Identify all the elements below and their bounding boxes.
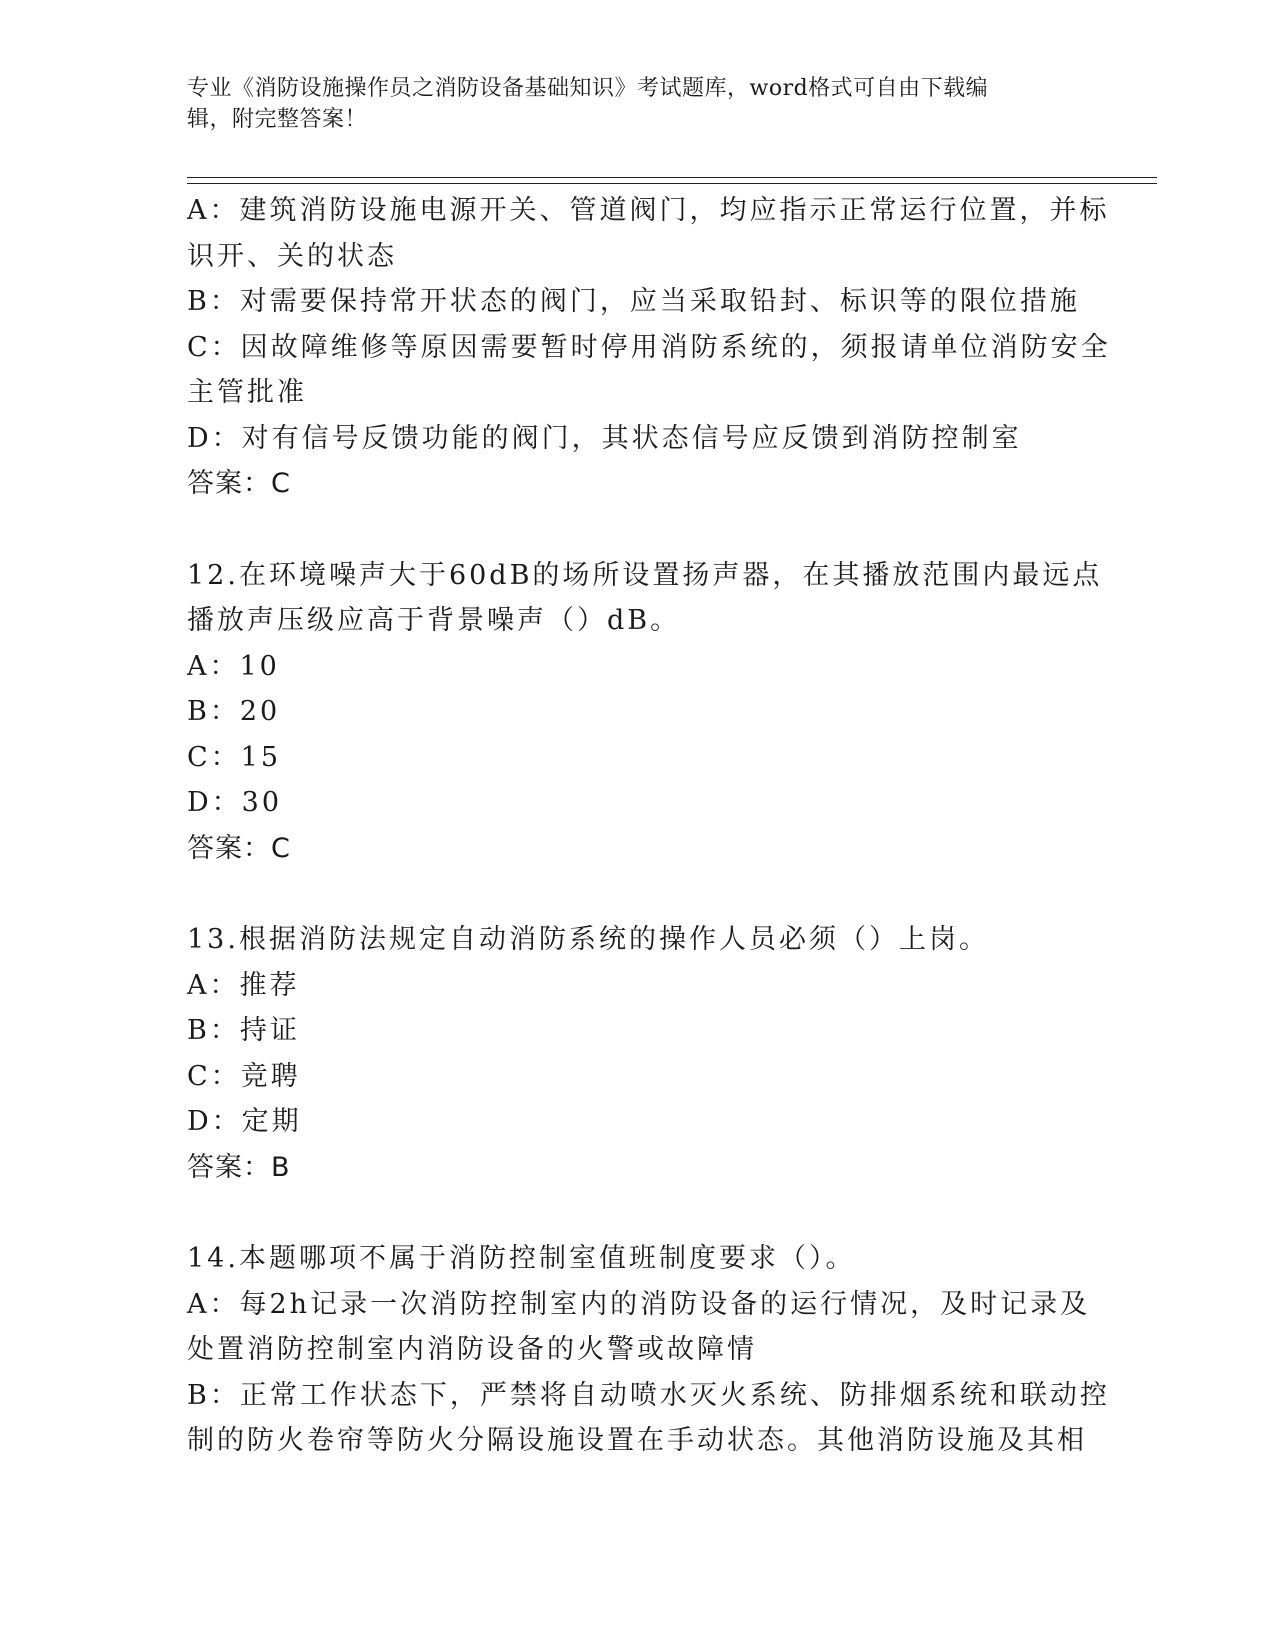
q14-option-b-line-2: 制的防火卷帘等防火分隔设施设置在手动状态。其他消防设施及其相: [187, 1425, 1087, 1456]
question-spacer: [187, 507, 1077, 553]
q12-option-b: B：20: [187, 696, 281, 727]
q11-option-c-line-1: C：因故障维修等原因需要暂时停用消防系统的，须报请单位消防安全: [187, 331, 1111, 363]
q12-stem-line-1: 12.在环境噪声大于60dB的场所设置扬声器，在其播放范围内最远点: [187, 559, 1103, 591]
question-content: [187, 188, 1111, 1464]
q11-option-a-line-2: 识开、关的状态: [187, 240, 397, 272]
header-divider-top: [187, 177, 1157, 178]
q13-answer: 答案：B: [187, 1151, 291, 1183]
q12-stem-line-2: 播放声压级应高于背景噪声（）dB。: [187, 605, 681, 636]
header-line-1: 专业《消防设施操作员之消防设备基础知识》考试题库，word格式可自由下载编: [187, 76, 989, 101]
question-13: [187, 917, 1077, 1190]
q13-stem: 13.根据消防法规定自动消防系统的操作人员必须（）上岗。: [187, 924, 989, 955]
q13-option-b: B：持证: [187, 1015, 300, 1046]
header-line-2: 辑，附完整答案！: [187, 107, 368, 132]
header-divider-bottom: [187, 183, 1157, 184]
q11-option-d: D：对有信号反馈功能的阀门，其状态信号应反馈到消防控制室: [187, 422, 1022, 454]
q14-option-a-line-2: 处置消防控制室内消防设备的火警或故障情: [187, 1334, 757, 1365]
q11-option-b: B：对需要保持常开状态的阀门，应当采取铅封、标识等的限位措施: [187, 286, 1080, 317]
q11-answer: 答案：C: [187, 468, 291, 499]
q11-option-a-line-1: A：建筑消防设施电源开关、管道阀门，均应指示正常运行位置，并标: [187, 195, 1110, 226]
q13-option-c: C：竞聘: [187, 1060, 301, 1092]
q13-option-d: D：定期: [187, 1106, 302, 1137]
question-11: [187, 188, 1111, 507]
q14-stem: 14.本题哪项不属于消防控制室值班制度要求（）。: [187, 1243, 856, 1274]
question-spacer: [187, 871, 1077, 917]
q12-answer: 答案：C: [187, 832, 291, 864]
question-spacer: [187, 1190, 1077, 1236]
question-12: [187, 553, 1103, 872]
q12-option-d: D：30: [187, 787, 283, 818]
document-header: [187, 73, 1067, 135]
q12-option-c: C：15: [187, 741, 282, 773]
q11-option-c-line-2: 主管批准: [187, 377, 307, 408]
q14-option-b-line-1: B：正常工作状态下，严禁将自动喷水灭火系统、防排烟系统和联动控: [187, 1379, 1110, 1411]
question-14: [187, 1236, 1110, 1464]
q13-option-a: A：推荐: [187, 969, 300, 1001]
q12-option-a: A：10: [187, 650, 280, 682]
q14-option-a-line-1: A：每2h记录一次消防控制室内的消防设备的运行情况，及时记录及: [187, 1288, 1091, 1320]
